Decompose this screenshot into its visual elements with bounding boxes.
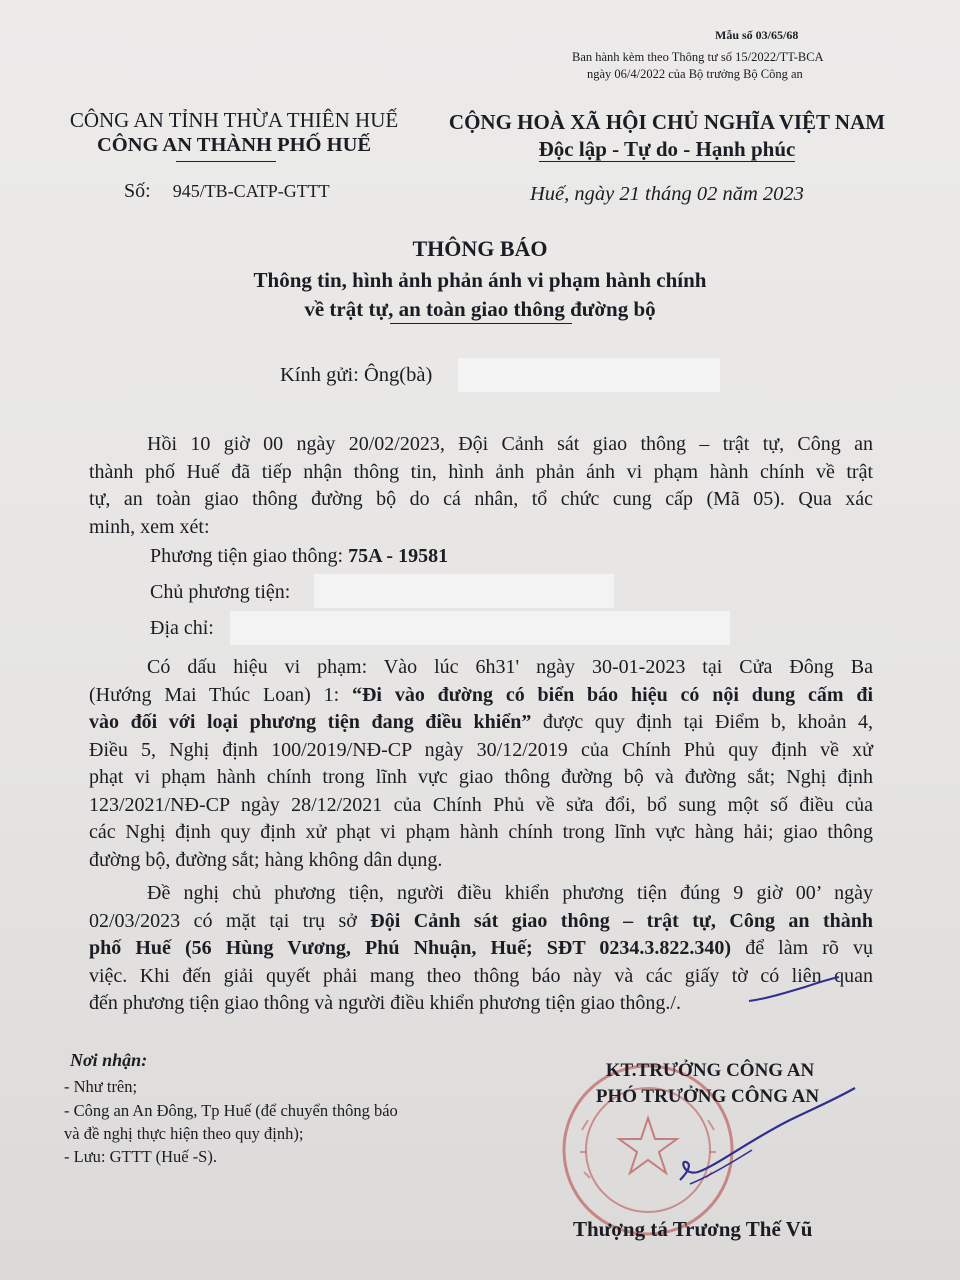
form-date-line: ngày 06/4/2022 của Bộ trưởng Bộ Công an — [587, 67, 803, 81]
signature-title-1: KT.TRƯỞNG CÔNG AN — [605, 1060, 815, 1081]
recipients-heading: Nơi nhận: — [70, 1050, 148, 1070]
redacted-address — [230, 611, 730, 645]
document-number — [124, 180, 330, 203]
issuer-city: CÔNG AN THÀNH PHỐ HUẾ — [96, 134, 372, 156]
document-subtitle-2: về trật tự, an toàn giao thông đường bộ — [304, 297, 656, 321]
title-underline — [390, 323, 572, 324]
vehicle-label: Phương tiện giao thông: — [150, 545, 344, 567]
redacted-recipient — [458, 358, 720, 392]
form-number: Mẫu số 03/65/68 — [715, 28, 799, 42]
redacted-owner — [314, 574, 614, 608]
document-subtitle-1: Thông tin, hình ảnh phản ánh vi phạm hành chính — [253, 268, 707, 292]
issuer-province: CÔNG AN TỈNH THỪA THIÊN HUẾ — [69, 108, 399, 132]
signer-name: Thượng tá Trương Thế Vũ — [573, 1217, 813, 1241]
vehicle-line — [150, 545, 448, 568]
recipient-item-3: - Lưu: GTTT (Huế -S). — [64, 1147, 217, 1166]
issuer-underline — [176, 161, 276, 162]
intro-paragraph: Hồi 10 giờ 00 ngày 20/02/2023, Đội Cảnh sát giao thông – trật tự, Công an thành phố Huế đã tiếp nhận thông tin, hình ảnh phản ánh vi phạm hành chính về trật tự, an toàn giao thông đường bộ do cá nhân, tổ chức cung cấp (Mã 05). Qua xác minh, xem xét: — [89, 433, 873, 538]
owner-label: Chủ phương tiện: — [150, 581, 291, 603]
request-paragraph: Đề nghị chủ phương tiện, người điều khiển phương tiện đúng 9 giờ 00’ ngày 02/03/2023 có mặt tại trụ sở Đội Cảnh sát giao thông – trật tự, Công an thành phố Huế (56 Hùng Vương, Phú Nhuận, Huế; SĐT 0234.3.822.340) để làm rõ vụ việc. Khi đến giải quyết phải mang theo thông báo này và các giấy tờ có liên quan đến phương tiện giao thông và người điều khiển phương tiện giao thông./. — [89, 882, 874, 1014]
address-label: Địa chỉ: — [150, 617, 214, 639]
handwritten-signature-icon — [640, 1080, 880, 1190]
national-motto: Độc lập - Tự do - Hạnh phúc — [538, 137, 796, 161]
place-date: Huế, ngày 21 tháng 02 năm 2023 — [530, 183, 804, 205]
national-header: CỘNG HOÀ XÃ HỘI CHỦ NGHĨA VIỆT NAM — [448, 110, 886, 134]
number-value: 945/TB-CATP-GTTT — [172, 181, 330, 201]
recipient-label: Kính gửi: Ông(bà) — [280, 364, 433, 386]
form-circular-line: Ban hành kèm theo Thông tư số 15/2022/TT-BCA — [572, 50, 824, 64]
recipient-item-2: - Công an An Đông, Tp Huế (để chuyển thông báo — [64, 1101, 398, 1120]
recipient-item-2-cont: và đề nghị thực hiện theo quy định); — [64, 1124, 304, 1143]
violation-paragraph: Có dấu hiệu vi phạm: Vào lúc 6h31' ngày 30-01-2023 tại Cửa Đông Ba (Hướng Mai Thúc Loan) 1: “Đi vào đường có biển báo hiệu có nội dung cấm đi vào đối với loại phương tiện đang điều khiển” được quy định tại Điểm b, khoản 4, Điều 5, Nghị định 100/2019/NĐ-CP ngày 30/12/2019 của Chính Phủ quy định về xử phạt vi phạm hành chính trong lĩnh vực giao thông đường bộ và đường sắt; Nghị định 123/2021/NĐ-CP ngày 28/12/2021 của Chính Phủ về sửa đổi, bổ sung một số điều của các Nghị định quy định xử phạt vi phạm hành chính trong lĩnh vực hàng hải; giao thông đường bộ, đường sắt; hàng không dân dụng. — [89, 656, 874, 871]
document-title: THÔNG BÁO — [412, 236, 548, 261]
signature-mark-icon — [745, 975, 845, 1005]
license-plate: 75A - 19581 — [348, 545, 449, 567]
recipient-item-1: - Như trên; — [64, 1077, 138, 1096]
number-label: Số: — [124, 180, 151, 202]
signature-title-2: PHÓ TRƯỞNG CÔNG AN — [595, 1086, 820, 1107]
